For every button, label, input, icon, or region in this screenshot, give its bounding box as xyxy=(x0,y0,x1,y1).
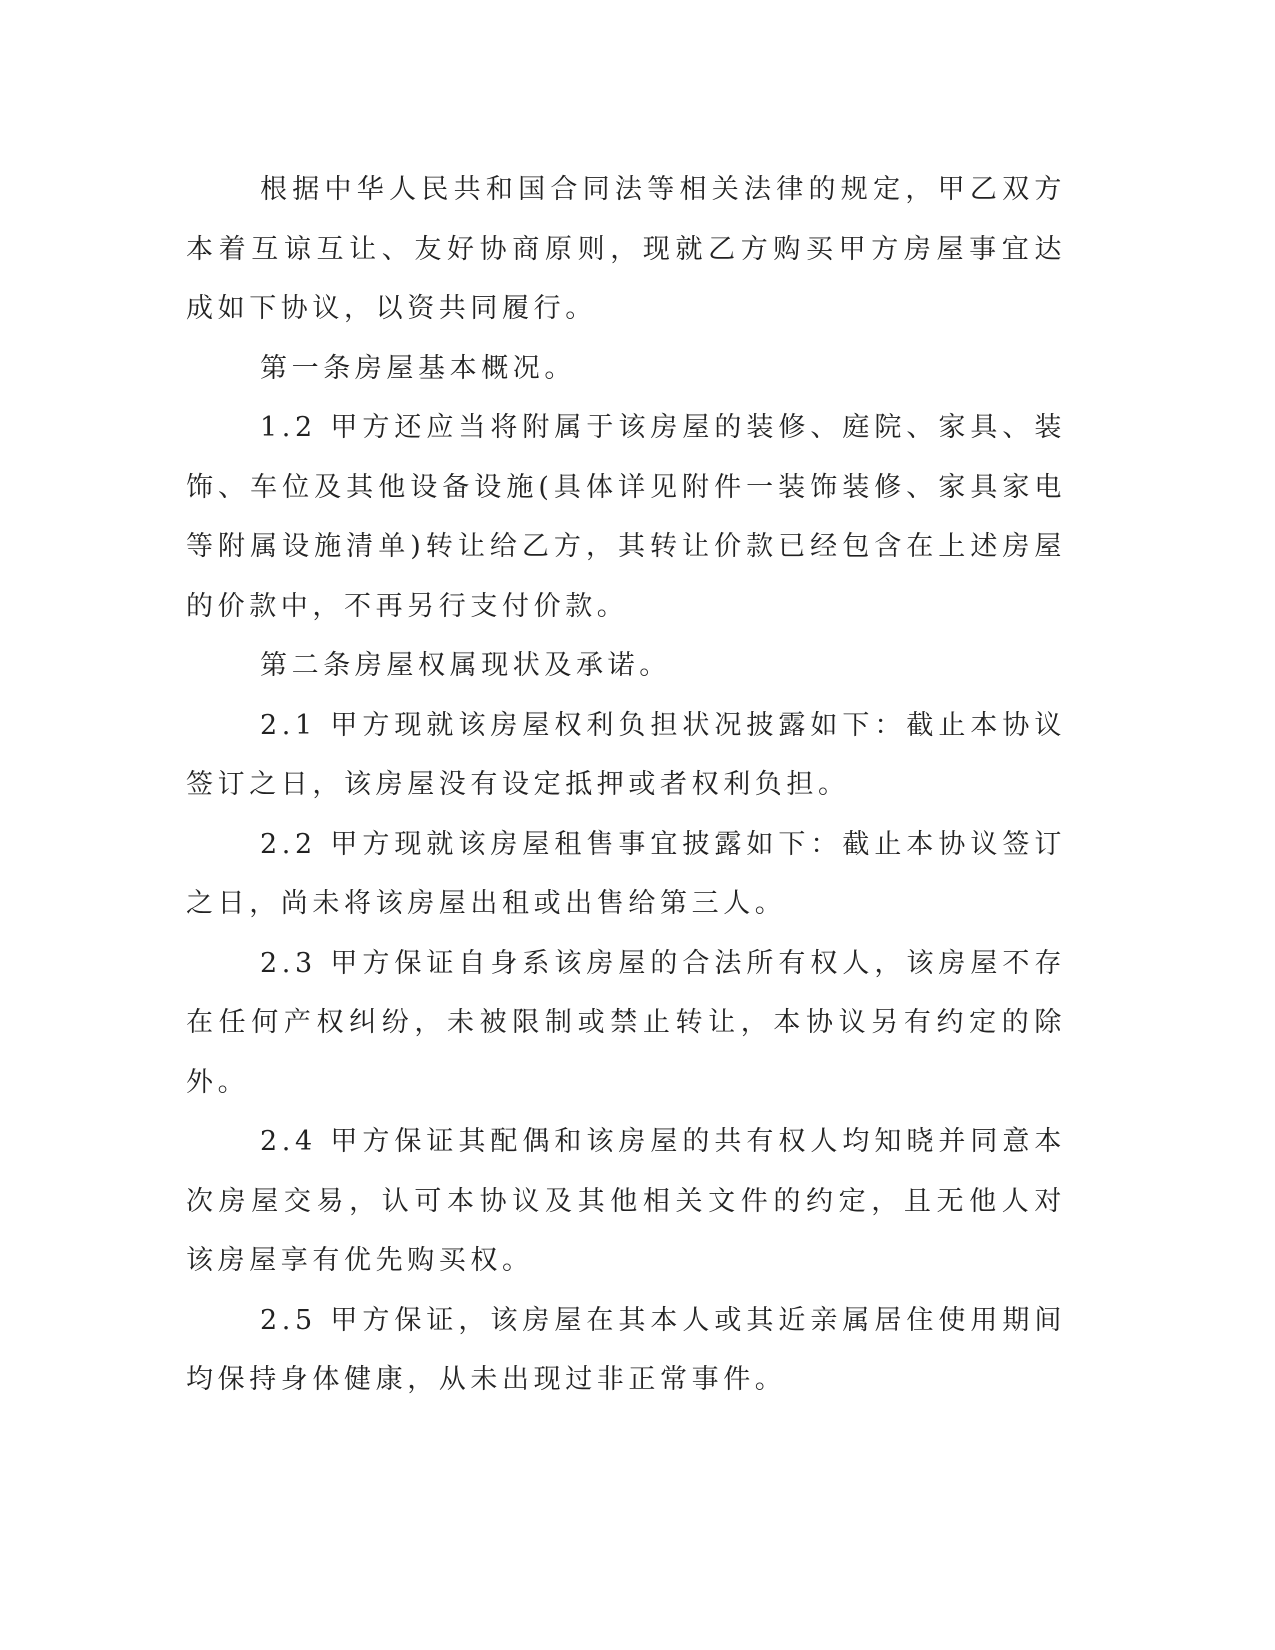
clause-2-4: 2.4 甲方保证其配偶和该房屋的共有权人均知晓并同意本次房屋交易，认可本协议及其他相关文件的约定，且无他人对该房屋享有优先购买权。 xyxy=(186,1126,1066,1276)
heading-article-2: 第二条房屋权属现状及承诺。 xyxy=(260,650,671,681)
paragraph-preamble: 根据中华人民共和国合同法等相关法律的规定，甲乙双方本着互谅互让、友好协商原则，现就乙方购买甲方房屋事宜达成如下协议，以资共同履行。 xyxy=(186,174,1066,324)
clause-2-5: 2.5 甲方保证，该房屋在其本人或其近亲属居住使用期间均保持身体健康，从未出现过非正常事件。 xyxy=(186,1304,1066,1395)
heading-article-1: 第一条房屋基本概况。 xyxy=(260,352,576,384)
clause-2-2: 2.2 甲方现就该房屋租售事宜披露如下：截止本协议签订之日，尚未将该房屋出租或出售给第三人。 xyxy=(186,828,1066,919)
clause-2-1: 2.1 甲方现就该房屋权利负担状况披露如下：截止本协议签订之日，该房屋没有设定抵押或者权利负担。 xyxy=(186,709,1066,800)
clause-1-2: 1.2 甲方还应当将附属于该房屋的装修、庭院、家具、装饰、车位及其他设备设施(具体详见附件一装饰装修、家具家电等附属设施清单)转让给乙方，其转让价款已经包含在上述房屋的价款中，不再另行支付价款。 xyxy=(186,412,1066,622)
document-body xyxy=(186,160,1066,1410)
clause-2-3: 2.3 甲方保证自身系该房屋的合法所有权人，该房屋不存在任何产权纠纷，未被限制或禁止转让，本协议另有约定的除外。 xyxy=(186,947,1066,1098)
